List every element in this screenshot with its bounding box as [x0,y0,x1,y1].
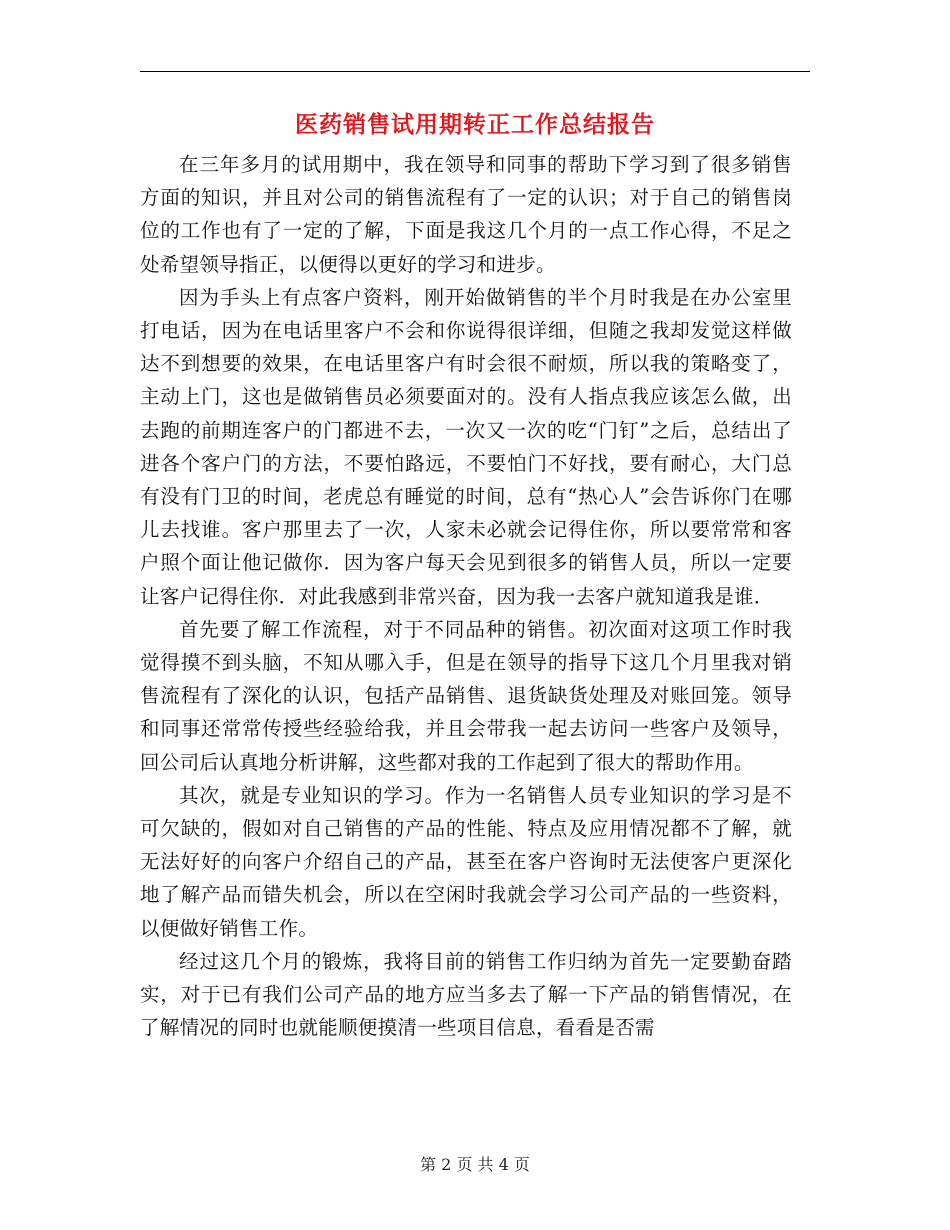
body-paragraph-2: 因为手头上有点客户资料，刚开始做销售的半个月时我是在办公室里打电话，因为在电话里客户不会和你说得很详细，但随之我却发觉这样做达不到想要的效果，在电话里客户有时会很不耐烦，所以我的策略变了，主动上门，这也是做销售员必须要面对的。没有人指点我应该怎么做，出去跑的前期连客户的门都进不去，一次又一次的吃“门钉”之后，总结出了进各个客户门的方法，不要怕路远，不要怕门不好找，要有耐心，大门总有没有门卫的时间，老虎总有睡觉的时间，总有“热心人”会告诉你门在哪儿去找谁。客户那里去了一次，人家未必就会记得住你，所以要常常和客户照个面让他记做你．因为客户每天会见到很多的销售人员，所以一定要让客户记得住你．对此我感到非常兴奋，因为我一去客户就知道我是谁． [140,285,792,608]
document-body [140,148,792,1044]
page-label-prefix: 第 [420,1155,437,1174]
page-label-suffix: 页 [513,1155,530,1174]
header-rule [140,71,810,72]
document-title: 医药销售试用期转正工作总结报告 [295,111,655,138]
body-paragraph-3: 首先要了解工作流程，对于不同品种的销售。初次面对这项工作时我觉得摸不到头脑，不知从哪入手，但是在领导的指导下这几个月里我对销售流程有了深化的认识，包括产品销售、退货缺货处理及对账回笼。领导和同事还常常传授些经验给我，并且会带我一起去访问一些客户及领导，回公司后认真地分析讲解，这些都对我的工作起到了很大的帮助作用。 [140,617,792,774]
body-paragraph-4: 其次，就是专业知识的学习。作为一名销售人员专业知识的学习是不可欠缺的，假如对自己销售的产品的性能、特点及应用情况都不了解，就无法好好的向客户介绍自己的产品，甚至在客户咨询时无法使客户更深化地了解产品而错失机会，所以在空闲时我就会学习公司产品的一些资料，以便做好销售工作。 [140,783,792,940]
current-page-number: 2 [441,1155,452,1174]
total-pages-number: 4 [498,1155,509,1174]
page-footer [0,1154,950,1176]
body-paragraph-1: 在三年多月的试用期中，我在领导和同事的帮助下学习到了很多销售方面的知识，并且对公司的销售流程有了一定的认识；对于自己的销售岗位的工作也有了一定的了解，下面是我这几个月的一点工作心得，不足之处希望领导指正，以便得以更好的学习和进步。 [140,153,792,276]
page-label-mid: 页 共 [456,1155,494,1174]
body-paragraph-5: 经过这几个月的锻炼，我将目前的销售工作归纳为首先一定要勤奋踏实，对于已有我们公司产品的地方应当多去了解一下产品的销售情况，在了解情况的同时也就能顺便摸清一些项目信息，看看是否需 [140,949,792,1040]
